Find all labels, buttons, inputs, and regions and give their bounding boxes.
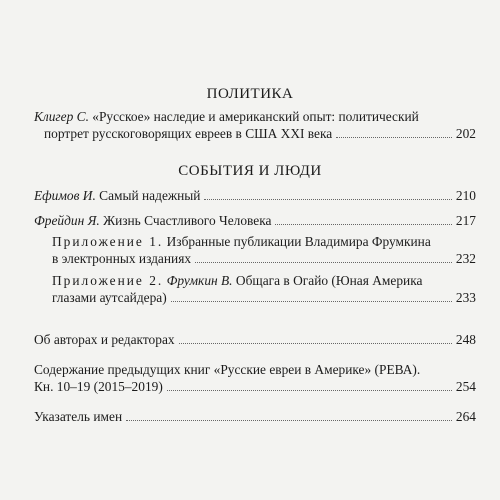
dot-leader bbox=[275, 224, 451, 225]
dot-leader bbox=[195, 262, 452, 263]
toc-entry-text bbox=[52, 233, 431, 250]
dot-leader bbox=[179, 343, 452, 344]
toc-author: Фрейдин Я. bbox=[34, 213, 100, 228]
toc-title: Жизнь Счастливого Человека bbox=[99, 213, 272, 228]
toc-entry-line bbox=[52, 289, 476, 306]
toc-entry-appendix-2 bbox=[52, 272, 476, 306]
toc-title-continued: в электронных изданиях bbox=[52, 251, 192, 266]
toc-entry-line bbox=[34, 212, 476, 229]
toc-title-continued: глазами аутсайдера) bbox=[52, 290, 167, 305]
toc-title-continued: портрет русскоговорящих евреев в США XXI века bbox=[44, 126, 333, 141]
page-number: 210 bbox=[455, 188, 476, 203]
page-number: 254 bbox=[455, 379, 476, 394]
page-number: 232 bbox=[455, 251, 476, 266]
toc-entry-line bbox=[34, 108, 476, 125]
toc-entry-line bbox=[34, 187, 476, 204]
toc-entry-authors bbox=[34, 331, 476, 348]
appendix-label: Приложение 2. bbox=[52, 273, 164, 288]
dot-leader bbox=[167, 390, 452, 391]
toc-entry-line bbox=[34, 125, 476, 142]
toc-title: Общага в Огайо (Юная Америка bbox=[232, 273, 423, 288]
dot-leader bbox=[336, 137, 452, 138]
toc-entry-kliger bbox=[34, 108, 476, 142]
toc-entry-line bbox=[34, 408, 476, 425]
toc-entry-line bbox=[52, 250, 476, 267]
page-number: 233 bbox=[455, 290, 476, 305]
toc-title: Самый надежный bbox=[95, 188, 201, 203]
toc-entry-previous-contents bbox=[34, 361, 476, 395]
toc-entry-line bbox=[34, 378, 476, 395]
page-number: 264 bbox=[455, 409, 476, 424]
toc-title: Избранные публикации Владимира Фрумкина bbox=[163, 234, 431, 249]
toc-entry-text bbox=[52, 272, 422, 289]
toc-entry-index bbox=[34, 408, 476, 425]
dot-leader bbox=[171, 301, 452, 302]
dot-leader bbox=[204, 199, 451, 200]
toc-entry-text bbox=[34, 187, 200, 204]
toc-entry-line bbox=[34, 331, 476, 348]
toc-title-continued: Кн. 10–19 (2015–2019) bbox=[34, 379, 163, 394]
toc-title: «Русское» наследие и американский опыт: политический bbox=[88, 109, 419, 124]
page-number: 217 bbox=[455, 213, 476, 228]
toc-entry-line bbox=[52, 233, 476, 250]
toc-author: Ефимов И. bbox=[34, 188, 96, 203]
dot-leader bbox=[126, 420, 452, 421]
toc-entry-line bbox=[52, 272, 476, 289]
toc-entry-appendix-1 bbox=[52, 233, 476, 267]
page-number: 202 bbox=[455, 126, 476, 141]
toc-author: Фрумкин В. bbox=[163, 273, 233, 288]
toc-entry-freidin bbox=[34, 212, 476, 229]
toc-entry-line bbox=[34, 361, 476, 378]
toc-entry-text bbox=[34, 212, 271, 229]
page-number: 248 bbox=[455, 332, 476, 347]
toc-entry-text bbox=[34, 108, 419, 125]
appendix-label: Приложение 1. bbox=[52, 234, 164, 249]
toc-title: Содержание предыдущих книг «Русские евреи в Америке» (РЕВА). bbox=[34, 362, 421, 377]
toc-entry-efimov bbox=[34, 187, 476, 204]
toc-title: Указатель имен bbox=[34, 409, 123, 424]
toc-author: Клигер С. bbox=[34, 109, 89, 124]
section-title-politics: ПОЛИТИКА bbox=[206, 86, 294, 102]
section-title-events: СОБЫТИЯ И ЛЮДИ bbox=[178, 163, 322, 179]
toc-title: Об авторах и редакторах bbox=[34, 332, 175, 347]
